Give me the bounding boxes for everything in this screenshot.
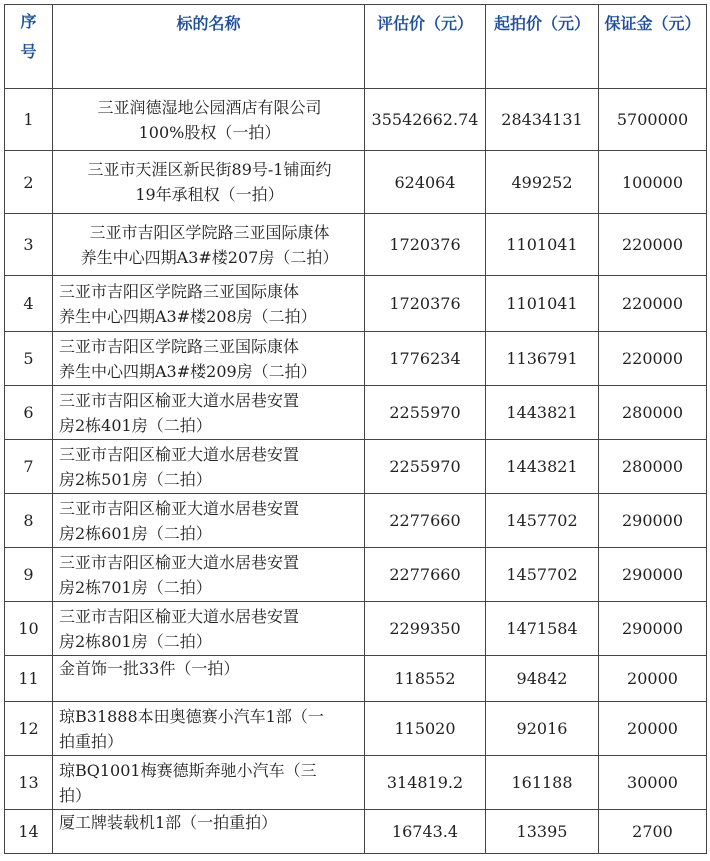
row-starting: 499252 — [486, 151, 599, 214]
row-index: 4 — [5, 276, 53, 332]
row-appraisal: 1776234 — [365, 332, 486, 386]
row-index: 3 — [5, 214, 53, 276]
table-row — [5, 151, 707, 214]
row-starting: 13395 — [486, 810, 599, 854]
row-starting: 1136791 — [486, 332, 599, 386]
table-row — [5, 440, 707, 494]
row-name — [53, 151, 365, 214]
row-appraisal: 118552 — [365, 656, 486, 702]
row-appraisal: 1720376 — [365, 214, 486, 276]
row-index: 13 — [5, 756, 53, 810]
table-row — [5, 810, 707, 854]
row-name-line2: 拍重拍） — [59, 731, 124, 751]
row-index: 2 — [5, 151, 53, 214]
row-name — [53, 89, 365, 151]
row-appraisal: 314819.2 — [365, 756, 486, 810]
row-deposit: 220000 — [599, 276, 707, 332]
table-row — [5, 386, 707, 440]
table-row — [5, 756, 707, 810]
row-name — [53, 494, 365, 548]
row-name-line2: 拍） — [59, 785, 92, 805]
row-starting: 28434131 — [486, 89, 599, 151]
row-deposit: 220000 — [599, 332, 707, 386]
row-deposit: 280000 — [599, 386, 707, 440]
row-name-line2: 房2栋501房（二拍） — [59, 469, 212, 489]
row-name-line1: 琼BQ1001梅赛德斯奔驰小汽车（三 — [59, 760, 317, 780]
row-index: 10 — [5, 602, 53, 656]
row-name — [53, 656, 365, 702]
row-deposit: 20000 — [599, 702, 707, 756]
row-deposit: 2700 — [599, 810, 707, 854]
table-row — [5, 602, 707, 656]
row-starting: 1471584 — [486, 602, 599, 656]
row-name — [53, 602, 365, 656]
row-name-line1: 三亚市吉阳区榆亚大道水居巷安置 — [59, 444, 300, 464]
row-name-line1: 三亚润德湿地公园酒店有限公司 — [97, 97, 322, 117]
row-name — [53, 810, 365, 854]
header-appraisal: 评估价（元） — [365, 5, 486, 89]
row-name — [53, 332, 365, 386]
row-index: 1 — [5, 89, 53, 151]
header-index-line2: 号 — [20, 42, 37, 61]
table-row — [5, 214, 707, 276]
row-name-line2: 19年承租权（一拍） — [135, 185, 284, 204]
row-name-line1: 三亚市天涯区新民街89号-1铺面约 — [87, 160, 332, 179]
row-name-line1: 金首饰一批33件（一拍） — [59, 659, 240, 678]
row-appraisal: 2299350 — [365, 602, 486, 656]
row-index: 7 — [5, 440, 53, 494]
row-name-line2: 养生中心四期A3#楼208房（二拍） — [59, 306, 317, 326]
table-row — [5, 702, 707, 756]
table-row — [5, 548, 707, 602]
row-deposit: 280000 — [599, 440, 707, 494]
table-row — [5, 89, 707, 151]
row-starting: 92016 — [486, 702, 599, 756]
row-name-line1: 厦工牌装载机1部（一拍重拍） — [59, 813, 278, 832]
row-starting: 1457702 — [486, 494, 599, 548]
row-name-line1: 三亚市吉阳区学院路三亚国际康体 — [59, 281, 300, 301]
row-deposit: 290000 — [599, 494, 707, 548]
row-name-line1: 三亚市吉阳区学院路三亚国际康体 — [89, 222, 330, 242]
table-row — [5, 656, 707, 702]
row-appraisal: 2277660 — [365, 494, 486, 548]
row-starting: 161188 — [486, 756, 599, 810]
row-name-line2: 房2栋401房（二拍） — [59, 415, 212, 435]
row-appraisal: 2277660 — [365, 548, 486, 602]
row-name — [53, 440, 365, 494]
row-name-line2: 房2栋601房（二拍） — [59, 523, 212, 543]
row-index: 12 — [5, 702, 53, 756]
row-name — [53, 702, 365, 756]
row-starting: 1101041 — [486, 214, 599, 276]
header-starting: 起拍价（元） — [486, 5, 599, 89]
row-appraisal: 2255970 — [365, 386, 486, 440]
header-deposit: 保证金（元） — [599, 5, 707, 89]
row-name-line2: 养生中心四期A3#楼209房（二拍） — [59, 361, 317, 381]
row-index: 8 — [5, 494, 53, 548]
row-name-line2: 房2栋701房（二拍） — [59, 577, 212, 597]
row-deposit: 5700000 — [599, 89, 707, 151]
header-index-line1: 序 — [20, 12, 37, 31]
row-deposit: 220000 — [599, 214, 707, 276]
row-starting: 1457702 — [486, 548, 599, 602]
row-name — [53, 756, 365, 810]
row-name-line1: 三亚市吉阳区榆亚大道水居巷安置 — [59, 498, 300, 518]
row-name-line2: 养生中心四期A3#楼207房（二拍） — [80, 247, 339, 267]
row-starting: 1101041 — [486, 276, 599, 332]
row-name — [53, 386, 365, 440]
row-appraisal: 2255970 — [365, 440, 486, 494]
table-body — [5, 89, 707, 854]
row-name-line2: 房2栋801房（二拍） — [59, 631, 212, 651]
row-starting: 94842 — [486, 656, 599, 702]
row-name-line1: 三亚市吉阳区榆亚大道水居巷安置 — [59, 390, 300, 410]
row-appraisal: 16743.4 — [365, 810, 486, 854]
row-name — [53, 548, 365, 602]
row-index: 6 — [5, 386, 53, 440]
header-name: 标的名称 — [53, 5, 365, 89]
row-index: 5 — [5, 332, 53, 386]
row-name-line1: 三亚市吉阳区学院路三亚国际康体 — [59, 336, 300, 356]
row-deposit: 290000 — [599, 602, 707, 656]
row-name-line1: 三亚市吉阳区榆亚大道水居巷安置 — [59, 552, 300, 572]
header-index — [5, 5, 53, 89]
row-index: 14 — [5, 810, 53, 854]
row-deposit: 290000 — [599, 548, 707, 602]
table-row — [5, 332, 707, 386]
row-name-line1: 琼B31888本田奥德赛小汽车1部（一 — [59, 706, 324, 726]
row-name-line1: 三亚市吉阳区榆亚大道水居巷安置 — [59, 606, 300, 626]
row-index: 9 — [5, 548, 53, 602]
row-starting: 1443821 — [486, 440, 599, 494]
row-appraisal: 1720376 — [365, 276, 486, 332]
table-row — [5, 276, 707, 332]
row-deposit: 20000 — [599, 656, 707, 702]
row-index: 11 — [5, 656, 53, 702]
row-appraisal: 35542662.74 — [365, 89, 486, 151]
row-starting: 1443821 — [486, 386, 599, 440]
row-appraisal: 115020 — [365, 702, 486, 756]
row-deposit: 100000 — [599, 151, 707, 214]
row-deposit: 30000 — [599, 756, 707, 810]
row-appraisal: 624064 — [365, 151, 486, 214]
row-name — [53, 276, 365, 332]
header-row — [5, 5, 707, 89]
row-name — [53, 214, 365, 276]
row-name-line2: 100%股权（一拍） — [138, 122, 281, 142]
auction-table — [4, 4, 707, 854]
table-row — [5, 494, 707, 548]
